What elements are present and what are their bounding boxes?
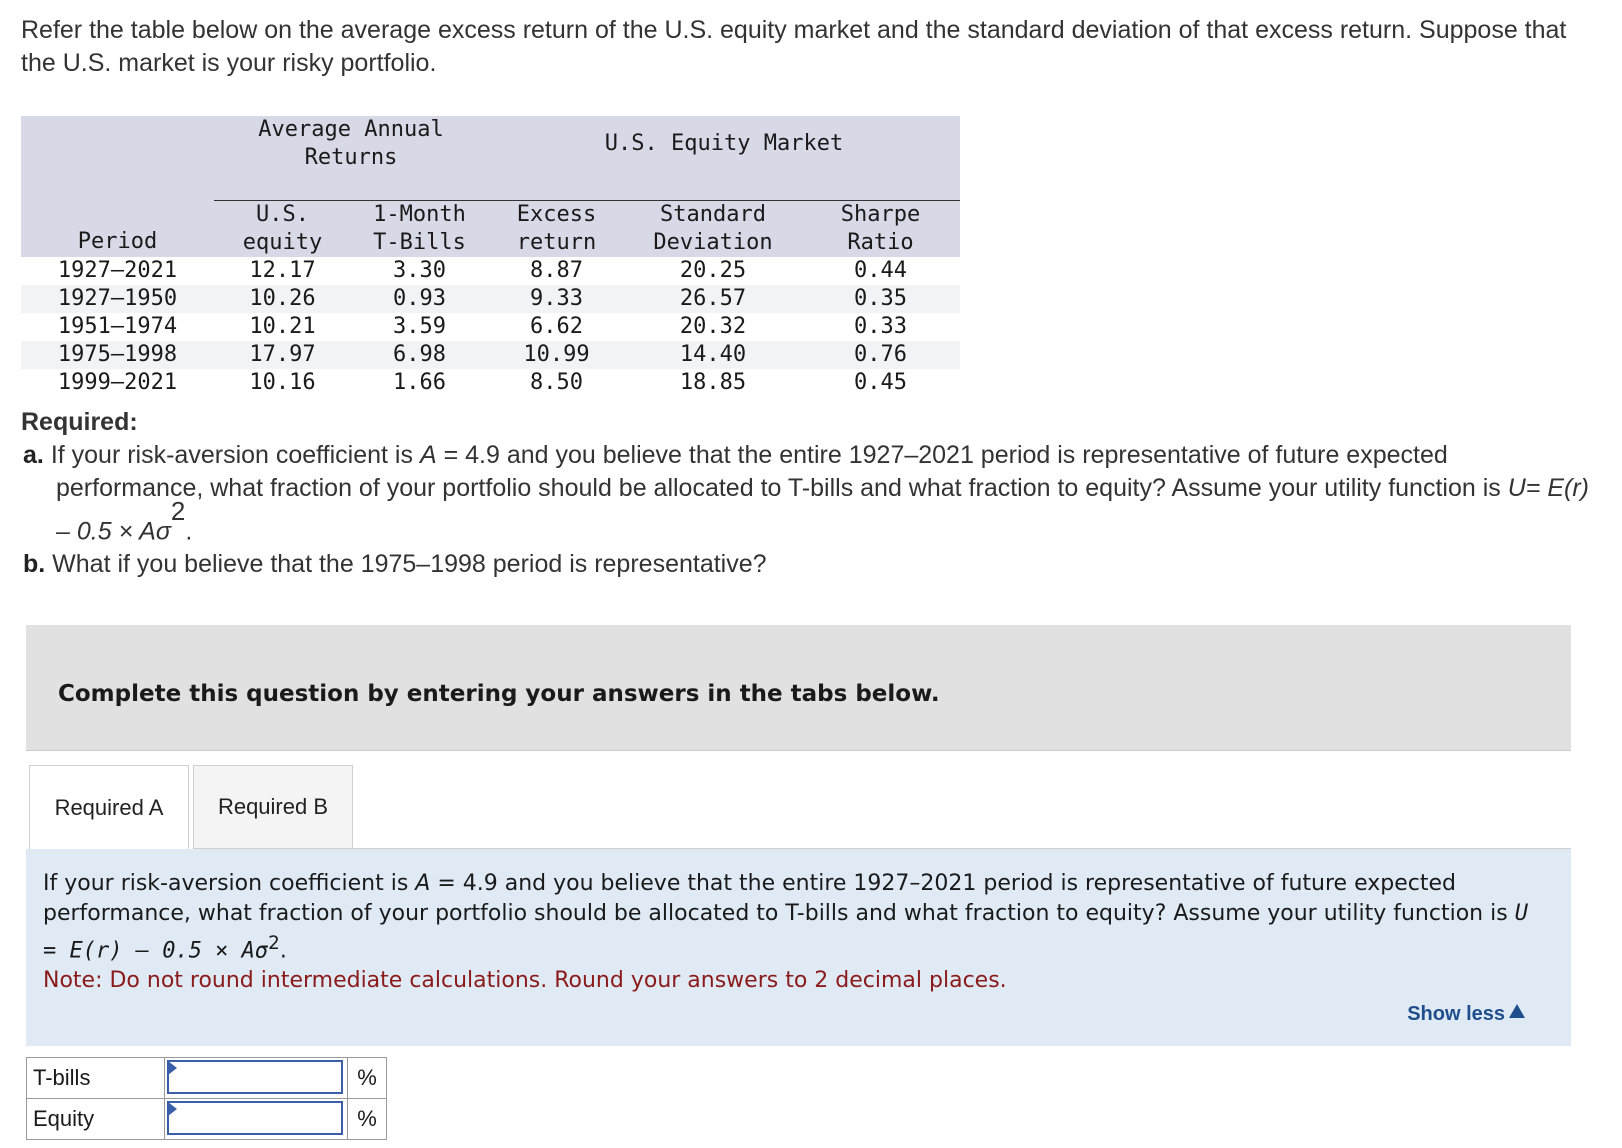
- instructions-banner: Complete this question by entering your answers in the tabs below.: [26, 625, 1571, 751]
- question-a: a. If your risk-aversion coefficient is A = 4.9 and you believe that the entire 1927–2021 period is representative of future expected performance, what fraction of your portfolio should be allocated to T-bills and what fraction to equity? Assume your utility function is $U= E(r) - 0.5 \times A\sigma^2$.: [23, 441, 1589, 546]
- header-cell: U.S. equity: [214, 200, 351, 257]
- input-flag-icon: [168, 1102, 177, 1116]
- returns-table: [21, 116, 960, 397]
- table-row: 1975–1998 17.97 6.98 10.99 14.40 0.76: [21, 341, 960, 369]
- table-row: 1927–1950 10.26 0.93 9.33 26.57 0.35: [21, 285, 960, 313]
- tbills-label: T-bills: [27, 1058, 165, 1099]
- group-header-average-returns: Average Annual Returns: [214, 116, 488, 172]
- header-cell: Excess return: [488, 200, 625, 257]
- tab-required-b[interactable]: Required B: [193, 765, 353, 849]
- table-row: 1927–2021 12.17 3.30 8.87 20.25 0.44: [57, 257, 907, 283]
- header-cell: Sharpe Ratio: [801, 200, 960, 257]
- required-section: [21, 406, 1601, 581]
- equity-label: Equity: [27, 1099, 165, 1140]
- percent-unit: %: [348, 1058, 387, 1099]
- group-header-equity-market: U.S. Equity Market: [488, 116, 960, 172]
- header-cell: Standard Deviation: [625, 200, 801, 257]
- show-less-link[interactable]: Show less: [1407, 1003, 1525, 1026]
- header-cell: Period: [21, 200, 214, 257]
- question-b: b. What if you believe that the 1975–1998 period is representative?: [23, 550, 767, 579]
- answer-row-equity: [27, 1099, 387, 1140]
- equity-input[interactable]: [167, 1101, 343, 1135]
- tab-required-a[interactable]: Required A: [29, 765, 189, 850]
- answer-row-tbills: [27, 1058, 387, 1099]
- percent-unit: %: [348, 1099, 387, 1140]
- rounding-note: Note: Do not round intermediate calculations. Round your answers to 2 decimal places.: [43, 968, 1007, 994]
- table-row: 1951–1974 10.21 3.59 6.62 20.32 0.33: [57, 313, 907, 339]
- answer-table: [26, 1057, 387, 1140]
- header-rule: [214, 172, 960, 200]
- panel-question-text: If your risk-aversion coefficient is A = 4.9 and you believe that the entire 1927–2021 period is representative of future expected performance, what fraction of your portfolio should be allocated to T-bills and what fraction to equity? Assume your utility function is $U = E(r) - 0.5 \times A\sigma^2$. Note: Do not round intermediate calculations. Round your answers to 2 decimal places.: [43, 869, 1543, 996]
- intro-text: Refer the table below on the average excess return of the U.S. equity market and the standard deviation of that excess return. Suppose that the U.S. market is your risky portfolio.: [21, 16, 1567, 77]
- question-panel: [26, 849, 1571, 1046]
- header-cell: 1-Month T-Bills: [351, 200, 488, 257]
- table-row: 1999–2021 10.16 1.66 8.50 18.85 0.45: [57, 369, 907, 395]
- input-flag-icon: [168, 1061, 177, 1075]
- required-title: Required:: [21, 408, 138, 436]
- triangle-up-icon: [1509, 1004, 1525, 1018]
- tbills-input[interactable]: [167, 1060, 343, 1094]
